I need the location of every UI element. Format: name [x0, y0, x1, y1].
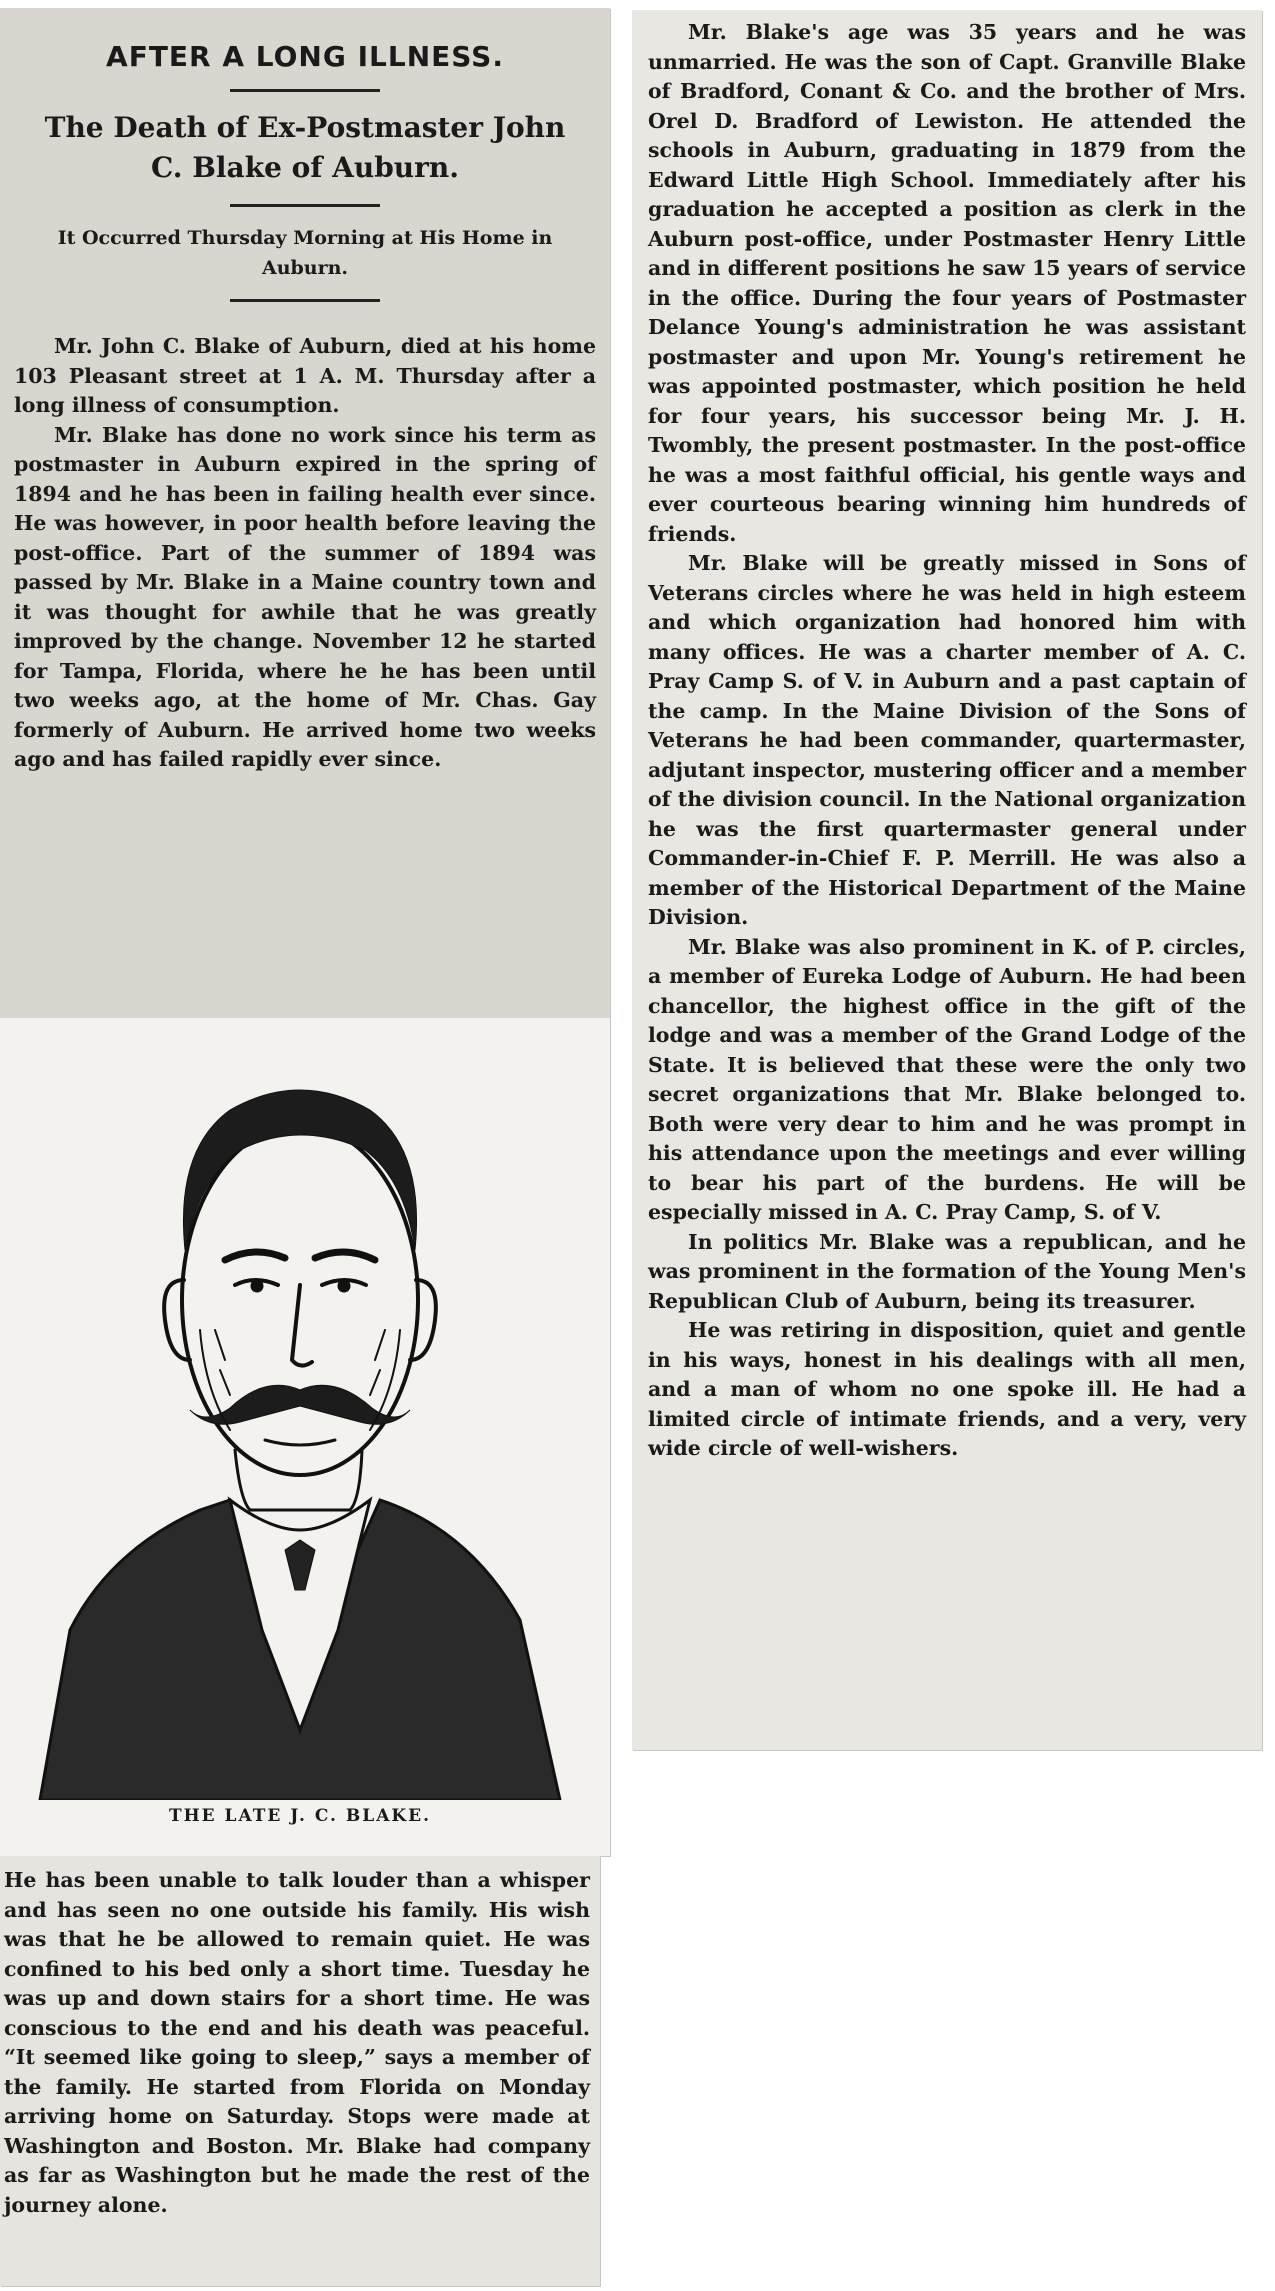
- subhead-rule: [230, 204, 380, 207]
- right-paragraph-2: Mr. Blake will be greatly missed in Sons of Veterans circles where he was held in high esteem and which organization had honored him with many offices. He was a charter member of A. C. Pray Camp S. of V. in Auburn and a past captain of the camp. In the Maine Division of the Sons of Veterans he had been commander, quartermaster, adjutant inspector, mustering officer and a member of the division council. In the National organization he was the first quartermaster general under Commander-in-Chief F. P. Merrill. He was also a member of the Historical Department of the Maine Division.: [648, 551, 1246, 929]
- left-paragraph-1: Mr. John C. Blake of Auburn, died at his home 103 Pleasant street at 1 A. M. Thursday after a long illness of consumption.: [14, 334, 596, 417]
- left-column-bottom: [4, 1866, 590, 2220]
- subhead: The Death of Ex-Postmaster John C. Blake of Auburn.: [44, 111, 566, 184]
- left-bottom-paragraph: He has been unable to talk louder than a whisper and has seen no one outside his family. His wish was that he be allowed to remain quiet. He was confined to his bed only a short time. Tuesday he was up and down stairs for a short time. He was conscious to the end and his death was peaceful. “It seemed like going to sleep,” says a member of the family. He started from Florida on Monday arriving home on Saturday. Stops were made at Washington and Boston. Mr. Blake had company as far as Washington but he made the rest of the journey alone.: [4, 1868, 590, 2217]
- deck: It Occurred Thursday Morning at His Home in Auburn.: [57, 227, 553, 279]
- portrait-caption: THE LATE J. C. BLAKE.: [168, 1806, 432, 1826]
- right-paragraph-3: Mr. Blake was also prominent in K. of P. circles, a member of Eureka Lodge of Auburn. He had been chancellor, the highest office in the gift of the lodge and was a member of the Grand Lodge of the State. It is believed that these were the only two secret organizations that Mr. Blake belonged to. Both were very dear to him and he was prompt in his attendance upon the meetings and ever willing to bear his part of the burdens. He will be especially missed in A. C. Pray Camp, S. of V.: [648, 934, 1246, 1224]
- left-paragraph-2: Mr. Blake has done no work since his term as postmaster in Auburn expired in the spring of 1894 and he has been in failing health ever since. He was however, in poor health before leaving the post-office. Part of the summer of 1894 was passed by Mr. Blake in a Maine country town and it was thought for awhile that he was greatly improved by the change. November 12 he started for Tampa, Florida, where he he has been until two weeks ago, at the home of Mr. Chas. Gay formerly of Auburn. He arrived home two weeks ago and has failed rapidly ever since.: [14, 422, 596, 771]
- portrait-engraving: [0, 1030, 600, 1800]
- left-column-top: [14, 14, 596, 775]
- right-paragraph-1: Mr. Blake's age was 35 years and he was unmarried. He was the son of Capt. Granville Blake of Bradford, Conant & Co. and the brother of Mrs. Orel D. Bradford of Lewiston. He attended the schools in Auburn, graduating in 1879 from the Edward Little High School. Immediately after his graduation he accepted a position as clerk in the Auburn post-office, under Postmaster Henry Little and in different positions he saw 15 years of service in the office. During the four years of Postmaster Delance Young's administration he was assistant postmaster and upon Mr. Young's retirement he was appointed postmaster, which position he held for four years, his successor being Mr. J. H. Twombly, the present postmaster. In the post-office he was a most faithful official, his gentle ways and ever courteous bearing winning him hundreds of friends.: [648, 20, 1246, 546]
- right-paragraph-5: He was retiring in disposition, quiet and gentle in his ways, honest in his dealings with all men, and a man of whom no one spoke ill. He had a limited circle of intimate friends, and a very, very wide circle of well-wishers.: [648, 1318, 1246, 1460]
- right-paragraph-4: In politics Mr. Blake was a republican, and he was prominent in the formation of the Young Men's Republican Club of Auburn, being its treasurer.: [648, 1229, 1246, 1313]
- right-column: [648, 18, 1246, 1464]
- headline: AFTER A LONG ILLNESS.: [106, 40, 504, 73]
- deck-rule: [230, 299, 380, 302]
- headline-rule: [230, 89, 380, 92]
